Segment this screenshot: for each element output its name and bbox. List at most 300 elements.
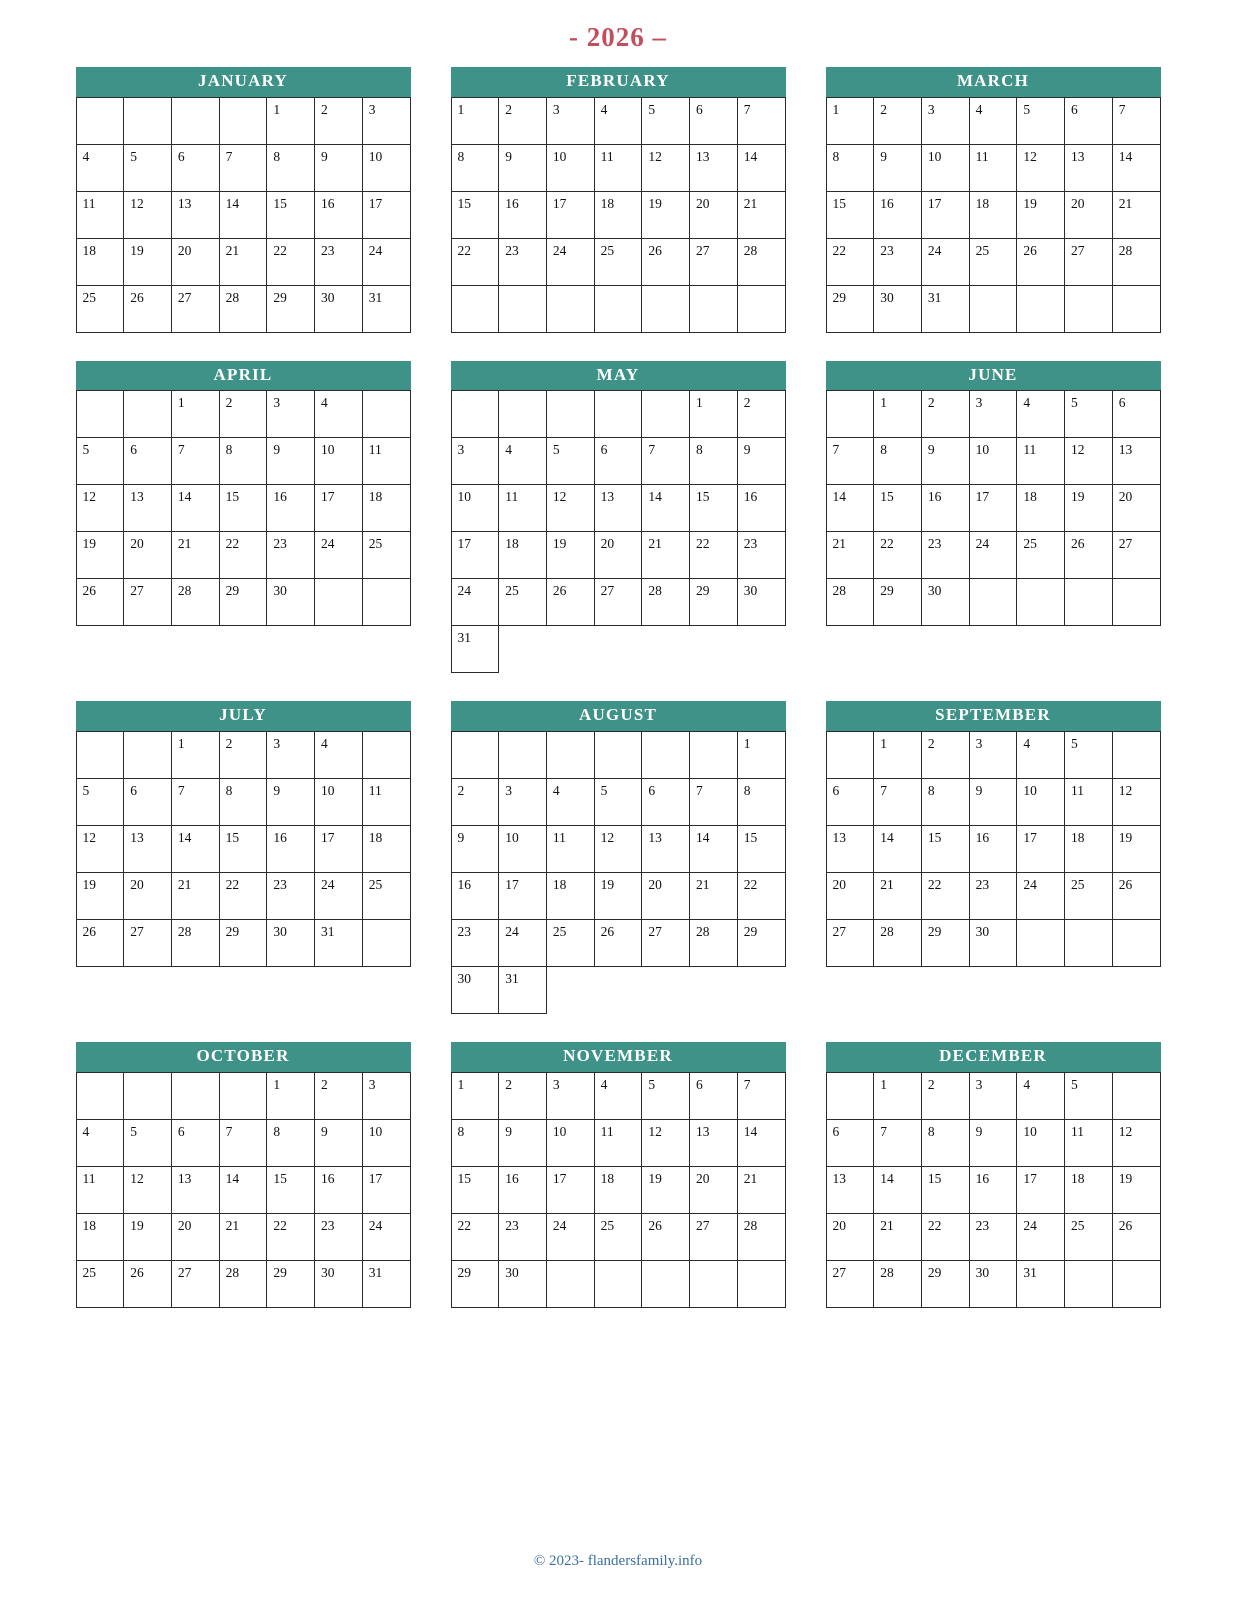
day-cell[interactable]: 2 [874,97,922,144]
day-cell[interactable]: 7 [219,1119,267,1166]
day-cell[interactable]: 13 [171,191,219,238]
day-cell[interactable]: 23 [267,873,315,920]
day-cell[interactable]: 22 [219,873,267,920]
day-cell[interactable]: 27 [171,1260,219,1307]
day-cell[interactable]: 15 [451,1166,499,1213]
day-cell[interactable]: 4 [1017,732,1065,779]
day-cell[interactable]: 9 [969,1119,1017,1166]
day-cell[interactable]: 20 [124,532,172,579]
day-cell[interactable]: 26 [76,920,124,967]
day-cell[interactable]: 18 [362,485,410,532]
day-cell[interactable]: 10 [1017,1119,1065,1166]
day-cell[interactable]: 16 [969,826,1017,873]
day-cell[interactable]: 9 [874,144,922,191]
day-cell[interactable]: 20 [171,1213,219,1260]
day-cell[interactable]: 25 [594,1213,642,1260]
day-cell[interactable]: 9 [267,438,315,485]
day-cell[interactable]: 13 [124,485,172,532]
day-cell[interactable]: 5 [1065,391,1113,438]
day-cell[interactable]: 9 [451,826,499,873]
day-cell[interactable]: 12 [1065,438,1113,485]
day-cell[interactable]: 29 [690,579,738,626]
day-cell[interactable]: 8 [690,438,738,485]
day-cell[interactable]: 4 [1017,391,1065,438]
day-cell[interactable]: 1 [451,97,499,144]
day-cell[interactable]: 15 [921,1166,969,1213]
day-cell[interactable]: 21 [219,238,267,285]
day-cell[interactable]: 21 [171,532,219,579]
day-cell[interactable]: 9 [921,438,969,485]
day-cell[interactable]: 18 [499,532,547,579]
day-cell[interactable]: 29 [826,285,874,332]
day-cell[interactable]: 27 [1112,532,1160,579]
day-cell[interactable]: 12 [124,1166,172,1213]
day-cell[interactable]: 8 [451,144,499,191]
day-cell[interactable]: 4 [499,438,547,485]
day-cell[interactable]: 16 [737,485,785,532]
day-cell[interactable]: 19 [124,238,172,285]
day-cell[interactable]: 25 [362,532,410,579]
day-cell[interactable]: 23 [267,532,315,579]
day-cell[interactable]: 14 [171,485,219,532]
day-cell[interactable]: 30 [315,285,363,332]
day-cell[interactable]: 4 [1017,1072,1065,1119]
day-cell[interactable]: 28 [874,1260,922,1307]
day-cell[interactable]: 4 [315,391,363,438]
day-cell[interactable]: 3 [362,97,410,144]
day-cell[interactable]: 30 [921,579,969,626]
day-cell[interactable]: 2 [315,97,363,144]
day-cell[interactable]: 15 [737,826,785,873]
day-cell[interactable]: 4 [969,97,1017,144]
day-cell[interactable]: 11 [76,191,124,238]
day-cell[interactable]: 22 [826,238,874,285]
day-cell[interactable]: 5 [124,144,172,191]
day-cell[interactable]: 24 [969,532,1017,579]
day-cell[interactable]: 5 [76,438,124,485]
day-cell[interactable]: 17 [921,191,969,238]
day-cell[interactable]: 3 [921,97,969,144]
day-cell[interactable]: 21 [874,873,922,920]
day-cell[interactable]: 12 [642,144,690,191]
day-cell[interactable]: 20 [690,191,738,238]
day-cell[interactable]: 1 [267,97,315,144]
day-cell[interactable]: 10 [546,1119,594,1166]
day-cell[interactable]: 16 [969,1166,1017,1213]
day-cell[interactable]: 17 [546,1166,594,1213]
day-cell[interactable]: 21 [219,1213,267,1260]
day-cell[interactable]: 16 [451,873,499,920]
day-cell[interactable]: 18 [1017,485,1065,532]
day-cell[interactable]: 3 [969,732,1017,779]
day-cell[interactable]: 22 [219,532,267,579]
day-cell[interactable]: 20 [690,1166,738,1213]
day-cell[interactable]: 3 [546,97,594,144]
day-cell[interactable]: 2 [315,1072,363,1119]
day-cell[interactable]: 19 [594,873,642,920]
day-cell[interactable]: 25 [362,873,410,920]
day-cell[interactable]: 5 [594,779,642,826]
day-cell[interactable]: 8 [219,779,267,826]
day-cell[interactable]: 2 [499,97,547,144]
day-cell[interactable]: 8 [451,1119,499,1166]
day-cell[interactable]: 24 [315,532,363,579]
day-cell[interactable]: 27 [594,579,642,626]
day-cell[interactable]: 6 [826,1119,874,1166]
day-cell[interactable]: 20 [642,873,690,920]
day-cell[interactable]: 1 [826,97,874,144]
day-cell[interactable]: 20 [1112,485,1160,532]
day-cell[interactable]: 10 [546,144,594,191]
day-cell[interactable]: 11 [594,144,642,191]
day-cell[interactable]: 25 [1065,1213,1113,1260]
day-cell[interactable]: 23 [921,532,969,579]
day-cell[interactable]: 26 [1112,873,1160,920]
day-cell[interactable]: 24 [499,920,547,967]
day-cell[interactable]: 3 [451,438,499,485]
day-cell[interactable]: 3 [546,1072,594,1119]
day-cell[interactable]: 14 [1112,144,1160,191]
day-cell[interactable]: 7 [826,438,874,485]
day-cell[interactable]: 9 [499,1119,547,1166]
day-cell[interactable]: 28 [171,920,219,967]
day-cell[interactable]: 28 [219,1260,267,1307]
day-cell[interactable]: 21 [737,1166,785,1213]
day-cell[interactable]: 2 [451,779,499,826]
day-cell[interactable]: 27 [642,920,690,967]
day-cell[interactable]: 16 [874,191,922,238]
day-cell[interactable]: 10 [499,826,547,873]
day-cell[interactable]: 24 [546,1213,594,1260]
day-cell[interactable]: 17 [969,485,1017,532]
day-cell[interactable]: 4 [76,144,124,191]
day-cell[interactable]: 2 [921,391,969,438]
day-cell[interactable]: 5 [1065,1072,1113,1119]
day-cell[interactable]: 25 [76,1260,124,1307]
day-cell[interactable]: 21 [1112,191,1160,238]
day-cell[interactable]: 27 [124,579,172,626]
day-cell[interactable]: 19 [124,1213,172,1260]
day-cell[interactable]: 21 [171,873,219,920]
day-cell[interactable]: 14 [737,1119,785,1166]
day-cell[interactable]: 8 [921,779,969,826]
day-cell[interactable]: 23 [315,1213,363,1260]
day-cell[interactable]: 31 [499,967,547,1014]
day-cell[interactable]: 25 [969,238,1017,285]
day-cell[interactable]: 13 [690,1119,738,1166]
day-cell[interactable]: 11 [362,438,410,485]
day-cell[interactable]: 18 [969,191,1017,238]
day-cell[interactable]: 31 [451,626,499,673]
day-cell[interactable]: 29 [737,920,785,967]
day-cell[interactable]: 7 [219,144,267,191]
day-cell[interactable]: 28 [690,920,738,967]
day-cell[interactable]: 21 [737,191,785,238]
day-cell[interactable]: 15 [874,485,922,532]
day-cell[interactable]: 15 [267,191,315,238]
day-cell[interactable]: 24 [315,873,363,920]
day-cell[interactable]: 3 [267,391,315,438]
day-cell[interactable]: 17 [315,485,363,532]
day-cell[interactable]: 21 [642,532,690,579]
day-cell[interactable]: 5 [124,1119,172,1166]
day-cell[interactable]: 26 [76,579,124,626]
day-cell[interactable]: 11 [969,144,1017,191]
day-cell[interactable]: 8 [267,1119,315,1166]
day-cell[interactable]: 9 [737,438,785,485]
day-cell[interactable]: 30 [969,920,1017,967]
day-cell[interactable]: 12 [1017,144,1065,191]
day-cell[interactable]: 3 [267,732,315,779]
day-cell[interactable]: 28 [219,285,267,332]
day-cell[interactable]: 14 [874,826,922,873]
day-cell[interactable]: 13 [1065,144,1113,191]
day-cell[interactable]: 14 [219,1166,267,1213]
day-cell[interactable]: 20 [124,873,172,920]
day-cell[interactable]: 28 [642,579,690,626]
day-cell[interactable]: 19 [1112,826,1160,873]
day-cell[interactable]: 22 [874,532,922,579]
day-cell[interactable]: 12 [1112,1119,1160,1166]
day-cell[interactable]: 14 [171,826,219,873]
day-cell[interactable]: 28 [1112,238,1160,285]
day-cell[interactable]: 15 [219,826,267,873]
day-cell[interactable]: 8 [737,779,785,826]
day-cell[interactable]: 2 [499,1072,547,1119]
day-cell[interactable]: 17 [362,1166,410,1213]
day-cell[interactable]: 22 [921,1213,969,1260]
day-cell[interactable]: 20 [171,238,219,285]
day-cell[interactable]: 22 [690,532,738,579]
day-cell[interactable]: 25 [1017,532,1065,579]
day-cell[interactable]: 30 [874,285,922,332]
day-cell[interactable]: 25 [546,920,594,967]
day-cell[interactable]: 25 [1065,873,1113,920]
day-cell[interactable]: 25 [594,238,642,285]
day-cell[interactable]: 26 [642,1213,690,1260]
day-cell[interactable]: 4 [594,97,642,144]
day-cell[interactable]: 22 [267,238,315,285]
day-cell[interactable]: 17 [451,532,499,579]
day-cell[interactable]: 10 [315,779,363,826]
day-cell[interactable]: 3 [362,1072,410,1119]
day-cell[interactable]: 24 [451,579,499,626]
day-cell[interactable]: 16 [499,191,547,238]
day-cell[interactable]: 28 [874,920,922,967]
day-cell[interactable]: 13 [642,826,690,873]
day-cell[interactable]: 23 [737,532,785,579]
day-cell[interactable]: 30 [267,920,315,967]
day-cell[interactable]: 4 [76,1119,124,1166]
day-cell[interactable]: 4 [594,1072,642,1119]
day-cell[interactable]: 23 [451,920,499,967]
day-cell[interactable]: 31 [315,920,363,967]
day-cell[interactable]: 29 [267,1260,315,1307]
day-cell[interactable]: 19 [642,191,690,238]
day-cell[interactable]: 27 [826,1260,874,1307]
day-cell[interactable]: 19 [642,1166,690,1213]
day-cell[interactable]: 23 [315,238,363,285]
day-cell[interactable]: 7 [171,779,219,826]
day-cell[interactable]: 18 [546,873,594,920]
day-cell[interactable]: 26 [546,579,594,626]
day-cell[interactable]: 2 [219,391,267,438]
day-cell[interactable]: 27 [124,920,172,967]
day-cell[interactable]: 1 [171,391,219,438]
day-cell[interactable]: 14 [690,826,738,873]
day-cell[interactable]: 27 [690,238,738,285]
day-cell[interactable]: 12 [642,1119,690,1166]
day-cell[interactable]: 4 [315,732,363,779]
day-cell[interactable]: 26 [1065,532,1113,579]
day-cell[interactable]: 7 [874,1119,922,1166]
day-cell[interactable]: 23 [499,1213,547,1260]
day-cell[interactable]: 6 [171,144,219,191]
day-cell[interactable]: 6 [826,779,874,826]
day-cell[interactable]: 5 [642,97,690,144]
day-cell[interactable]: 26 [124,1260,172,1307]
day-cell[interactable]: 30 [499,1260,547,1307]
day-cell[interactable]: 6 [1112,391,1160,438]
day-cell[interactable]: 22 [267,1213,315,1260]
day-cell[interactable]: 30 [315,1260,363,1307]
day-cell[interactable]: 21 [826,532,874,579]
day-cell[interactable]: 24 [1017,1213,1065,1260]
day-cell[interactable]: 19 [76,532,124,579]
day-cell[interactable]: 10 [362,144,410,191]
day-cell[interactable]: 15 [451,191,499,238]
day-cell[interactable]: 13 [690,144,738,191]
day-cell[interactable]: 8 [921,1119,969,1166]
day-cell[interactable]: 2 [921,1072,969,1119]
day-cell[interactable]: 19 [546,532,594,579]
day-cell[interactable]: 1 [451,1072,499,1119]
day-cell[interactable]: 26 [1017,238,1065,285]
day-cell[interactable]: 9 [315,1119,363,1166]
day-cell[interactable]: 22 [737,873,785,920]
day-cell[interactable]: 17 [315,826,363,873]
day-cell[interactable]: 14 [737,144,785,191]
day-cell[interactable]: 27 [1065,238,1113,285]
day-cell[interactable]: 12 [546,485,594,532]
day-cell[interactable]: 9 [315,144,363,191]
day-cell[interactable]: 31 [362,285,410,332]
day-cell[interactable]: 11 [1017,438,1065,485]
day-cell[interactable]: 20 [826,873,874,920]
day-cell[interactable]: 23 [969,1213,1017,1260]
day-cell[interactable]: 12 [594,826,642,873]
day-cell[interactable]: 23 [874,238,922,285]
day-cell[interactable]: 25 [499,579,547,626]
day-cell[interactable]: 29 [219,920,267,967]
day-cell[interactable]: 13 [1112,438,1160,485]
day-cell[interactable]: 18 [362,826,410,873]
day-cell[interactable]: 10 [451,485,499,532]
day-cell[interactable]: 18 [594,1166,642,1213]
day-cell[interactable]: 15 [826,191,874,238]
day-cell[interactable]: 16 [921,485,969,532]
day-cell[interactable]: 17 [362,191,410,238]
day-cell[interactable]: 31 [921,285,969,332]
day-cell[interactable]: 31 [362,1260,410,1307]
day-cell[interactable]: 7 [690,779,738,826]
day-cell[interactable]: 9 [499,144,547,191]
day-cell[interactable]: 10 [1017,779,1065,826]
day-cell[interactable]: 18 [1065,826,1113,873]
day-cell[interactable]: 13 [124,826,172,873]
day-cell[interactable]: 5 [1065,732,1113,779]
day-cell[interactable]: 15 [219,485,267,532]
day-cell[interactable]: 12 [1112,779,1160,826]
day-cell[interactable]: 26 [642,238,690,285]
day-cell[interactable]: 17 [499,873,547,920]
day-cell[interactable]: 26 [594,920,642,967]
day-cell[interactable]: 9 [969,779,1017,826]
day-cell[interactable]: 29 [451,1260,499,1307]
day-cell[interactable]: 24 [921,238,969,285]
day-cell[interactable]: 16 [499,1166,547,1213]
day-cell[interactable]: 1 [171,732,219,779]
day-cell[interactable]: 14 [874,1166,922,1213]
day-cell[interactable]: 31 [1017,1260,1065,1307]
day-cell[interactable]: 14 [219,191,267,238]
day-cell[interactable]: 13 [594,485,642,532]
day-cell[interactable]: 29 [921,920,969,967]
day-cell[interactable]: 28 [826,579,874,626]
day-cell[interactable]: 5 [1017,97,1065,144]
day-cell[interactable]: 1 [874,391,922,438]
day-cell[interactable]: 24 [1017,873,1065,920]
day-cell[interactable]: 27 [826,920,874,967]
day-cell[interactable]: 2 [737,391,785,438]
day-cell[interactable]: 17 [1017,826,1065,873]
day-cell[interactable]: 4 [546,779,594,826]
day-cell[interactable]: 10 [921,144,969,191]
day-cell[interactable]: 28 [171,579,219,626]
day-cell[interactable]: 6 [124,438,172,485]
day-cell[interactable]: 5 [642,1072,690,1119]
day-cell[interactable]: 10 [362,1119,410,1166]
day-cell[interactable]: 20 [1065,191,1113,238]
day-cell[interactable]: 27 [690,1213,738,1260]
day-cell[interactable]: 22 [921,873,969,920]
day-cell[interactable]: 30 [267,579,315,626]
day-cell[interactable]: 24 [546,238,594,285]
day-cell[interactable]: 14 [826,485,874,532]
day-cell[interactable]: 24 [362,238,410,285]
day-cell[interactable]: 11 [1065,1119,1113,1166]
day-cell[interactable]: 22 [451,1213,499,1260]
day-cell[interactable]: 21 [874,1213,922,1260]
day-cell[interactable]: 6 [690,97,738,144]
day-cell[interactable]: 15 [690,485,738,532]
day-cell[interactable]: 6 [171,1119,219,1166]
day-cell[interactable]: 16 [267,485,315,532]
day-cell[interactable]: 9 [267,779,315,826]
day-cell[interactable]: 29 [219,579,267,626]
day-cell[interactable]: 18 [76,1213,124,1260]
day-cell[interactable]: 8 [219,438,267,485]
day-cell[interactable]: 7 [171,438,219,485]
day-cell[interactable]: 21 [690,873,738,920]
day-cell[interactable]: 7 [1112,97,1160,144]
day-cell[interactable]: 6 [1065,97,1113,144]
day-cell[interactable]: 5 [76,779,124,826]
day-cell[interactable]: 1 [874,732,922,779]
day-cell[interactable]: 11 [1065,779,1113,826]
day-cell[interactable]: 29 [921,1260,969,1307]
day-cell[interactable]: 10 [315,438,363,485]
